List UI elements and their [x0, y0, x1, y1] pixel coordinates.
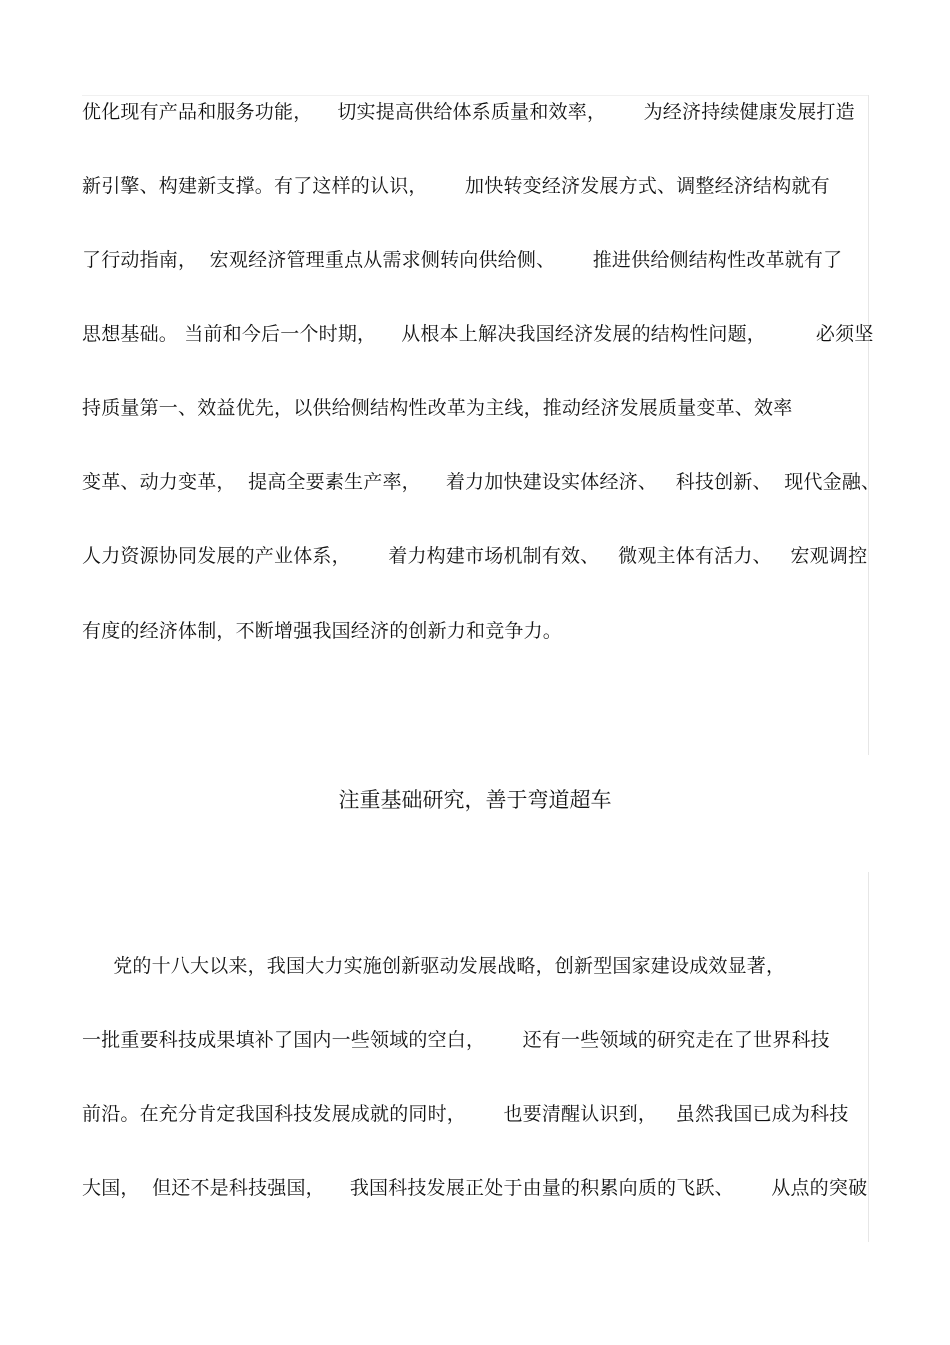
- right-border-upper: [868, 95, 869, 755]
- paragraph-line: 了行动指南， 宏观经济管理重点从需求侧转向供给侧、 推进供给侧结构性改革就有了: [82, 249, 843, 271]
- paragraph-line: 党的十八大以来，我国大力实施创新驱动发展战略，创新型国家建设成效显著，: [82, 955, 786, 977]
- right-border-lower: [868, 872, 869, 1242]
- paragraph-line: 持质量第一、效益优先，以供给侧结构性改革为主线，推动经济发展质量变革、效率: [82, 397, 793, 419]
- paragraph-line: 新引擎、构建新支撑。有了这样的认识， 加快转变经济发展方式、调整经济结构就有: [82, 175, 830, 197]
- section-heading: 注重基础研究，善于弯道超车: [338, 788, 612, 812]
- paragraph-line: 变革、动力变革， 提高全要素生产率， 着力加快建设实体经济、 科技创新、 现代金融、: [82, 471, 881, 493]
- paragraph-line: 一批重要科技成果填补了国内一些领域的空白， 还有一些领域的研究走在了世界科技: [82, 1029, 830, 1051]
- paragraph-line: 前沿。在充分肯定我国科技发展成就的同时， 也要清醒认识到， 虽然我国已成为科技: [82, 1103, 849, 1125]
- paragraph-line: 人力资源协同发展的产业体系， 着力构建市场机制有效、 微观主体有活力、 宏观调控: [82, 545, 868, 567]
- paragraph-line: 大国， 但还不是科技强国， 我国科技发展正处于由量的积累向质的飞跃、 从点的突破: [82, 1177, 868, 1199]
- paragraph-line: 优化现有产品和服务功能， 切实提高供给体系质量和效率， 为经济持续健康发展打造: [82, 101, 855, 123]
- paragraph-line: 思想基础。 当前和今后一个时期， 从根本上解决我国经济发展的结构性问题， 必须坚: [82, 323, 874, 345]
- top-border: [82, 95, 868, 96]
- paragraph-line: 有度的经济体制，不断增强我国经济的创新力和竞争力。: [82, 620, 563, 642]
